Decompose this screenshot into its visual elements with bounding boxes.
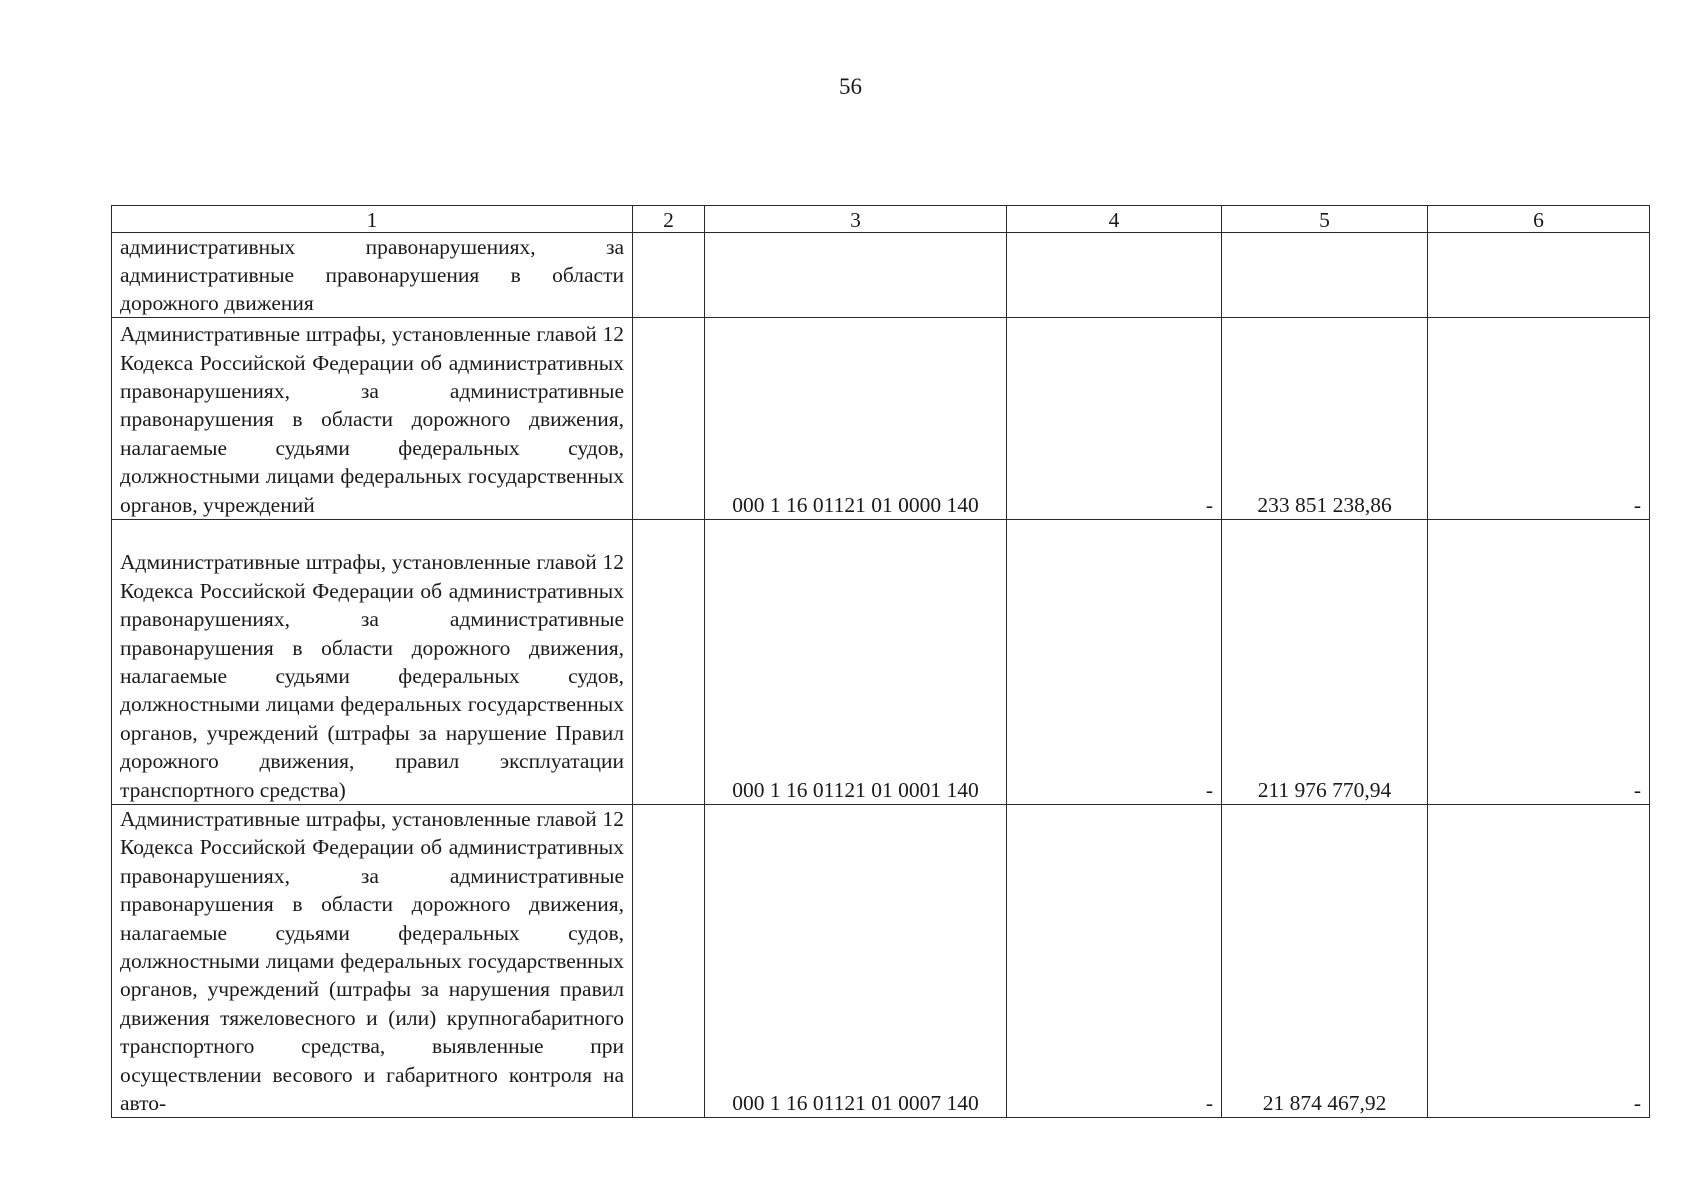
row-amount: 21 874 467,92	[1222, 805, 1428, 1118]
row-description: Административные штрафы, установленные главой 12 Кодекса Российской Федерации об административных правонарушениях, за административные правонарушения в области дорожного движения, налагаемые судьями федеральных судов, должностными лицами федеральных государственных органов, учреждений	[112, 318, 633, 520]
row-description: Административные штрафы, установленные главой 12 Кодекса Российской Федерации об административных правонарушениях, за административные правонарушения в области дорожного движения, налагаемые судьями федеральных судов, должностными лицами федеральных государственных органов, учреждений (штрафы за нарушение Правил дорожного движения, правил эксплуатации транспортного средства)	[112, 520, 633, 805]
row-amount	[1222, 233, 1428, 318]
row-code: 000 1 16 01121 01 0001 140	[705, 520, 1007, 805]
row-code: 000 1 16 01121 01 0007 140	[705, 805, 1007, 1118]
row-col4: -	[1007, 520, 1222, 805]
row-col4: -	[1007, 318, 1222, 520]
table-row	[112, 233, 1650, 318]
row-col6: -	[1428, 520, 1650, 805]
row-col2	[633, 805, 705, 1118]
row-col6	[1428, 233, 1650, 318]
table-row	[112, 805, 1650, 1118]
table-row	[112, 520, 1650, 805]
column-header-4: 4	[1007, 206, 1222, 233]
page-number: 56	[839, 74, 862, 99]
row-description: административных правонарушениях, за административные правонарушения в области дорожного движения	[112, 233, 633, 318]
row-amount: 233 851 238,86	[1222, 318, 1428, 520]
row-col2	[633, 318, 705, 520]
column-header-2: 2	[633, 206, 705, 233]
row-col2	[633, 520, 705, 805]
row-col4	[1007, 233, 1222, 318]
row-code: 000 1 16 01121 01 0000 140	[705, 318, 1007, 520]
row-code	[705, 233, 1007, 318]
table-row	[112, 318, 1650, 520]
row-col6: -	[1428, 805, 1650, 1118]
row-col2	[633, 233, 705, 318]
revenue-table	[111, 205, 1650, 1118]
column-header-1: 1	[112, 206, 633, 233]
row-col4: -	[1007, 805, 1222, 1118]
column-header-3: 3	[705, 206, 1007, 233]
column-header-6: 6	[1428, 206, 1650, 233]
column-header-5: 5	[1222, 206, 1428, 233]
row-amount: 211 976 770,94	[1222, 520, 1428, 805]
row-col6: -	[1428, 318, 1650, 520]
table-header-row	[112, 206, 1650, 233]
row-description: Административные штрафы, установленные главой 12 Кодекса Российской Федерации об административных правонарушениях, за административные правонарушения в области дорожного движения, налагаемые судьями федеральных судов, должностными лицами федеральных государственных органов, учреждений (штрафы за нарушения правил движения тяжеловесного и (или) крупногабаритного транспортного средства, выявленные при осуществлении весового и габаритного контроля на авто-	[112, 805, 633, 1118]
